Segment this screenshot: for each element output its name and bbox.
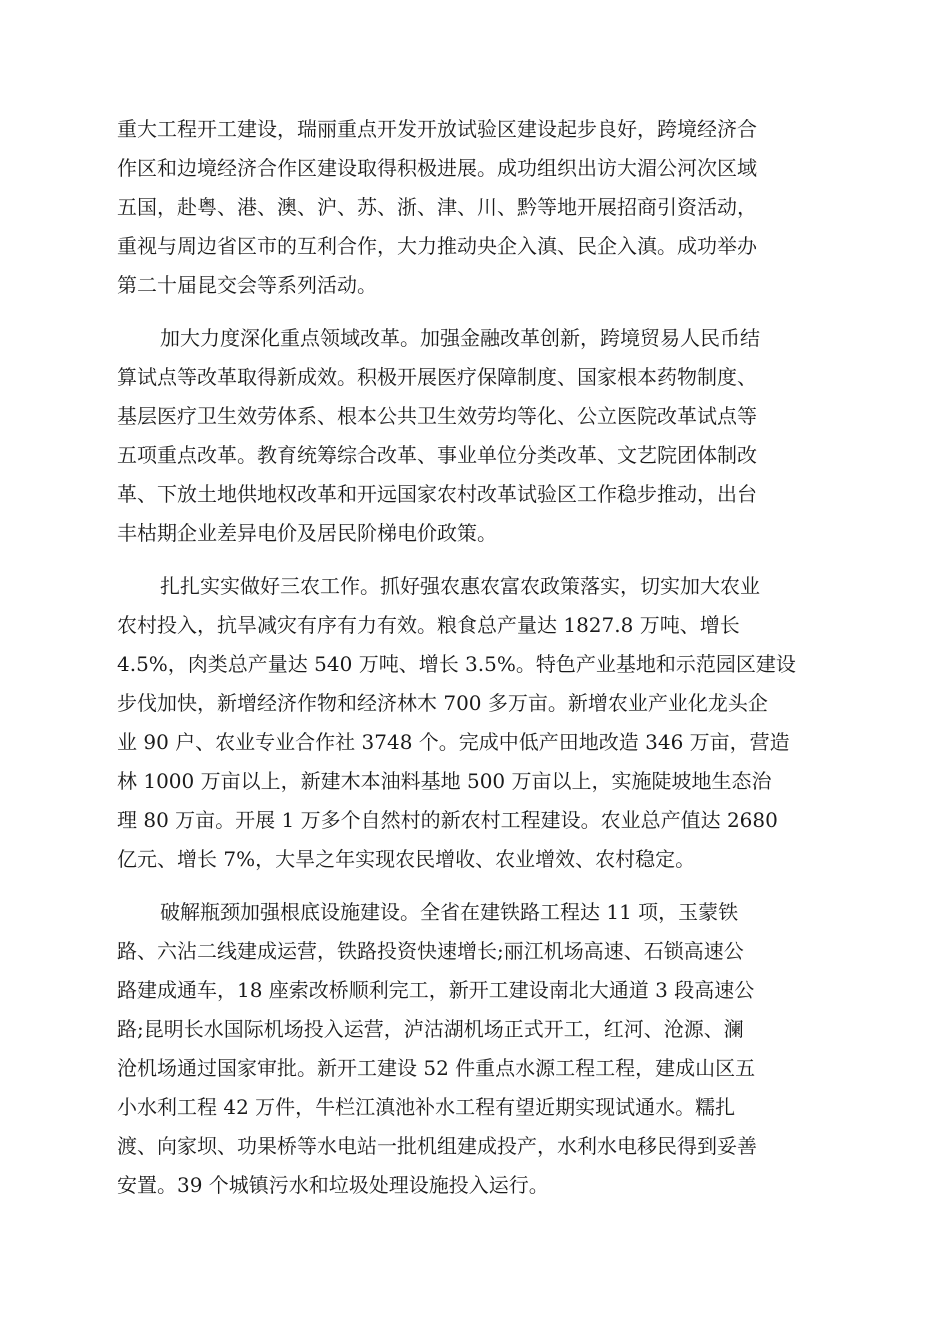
text-line: 作区和边境经济合作区建设取得积极进展。成功组织出访大湄公河次区域 xyxy=(117,156,757,180)
text-line: 第二十届昆交会等系列活动。 xyxy=(117,273,377,297)
text-line: 路建成通车，18 座索改桥顺利完工，新开工建设南北大通道 3 段高速公 xyxy=(117,978,755,1002)
text-line: 重大工程开工建设，瑞丽重点开发开放试验区建设起步良好，跨境经济合 xyxy=(117,117,757,141)
text-line: 4.5%，肉类总产量达 540 万吨、增长 3.5%。特色产业基地和示范园区建设 xyxy=(117,652,796,676)
text-line: 五国，赴粤、港、澳、沪、苏、浙、津、川、黔等地开展招商引资活动， xyxy=(117,195,757,219)
text-line: 路、六沾二线建成运营，铁路投资快速增长;丽江机场高速、石锁高速公 xyxy=(117,939,744,963)
text-line: 渡、向家坝、功果桥等水电站一批机组建成投产，水利水电移民得到妥善 xyxy=(117,1134,757,1158)
text-line: 沧机场通过国家审批。新开工建设 52 件重点水源工程工程，建成山区五 xyxy=(117,1056,756,1080)
text-line: 基层医疗卫生效劳体系、根本公共卫生效劳均等化、公立医院改革试点等 xyxy=(117,404,757,428)
text-line: 理 80 万亩。开展 1 万多个自然村的新农村工程建设。农业总产值达 2680 xyxy=(117,808,778,832)
text-line: 业 90 户、农业专业合作社 3748 个。完成中低产田地改造 346 万亩，营造 xyxy=(117,730,790,754)
text-line: 扎扎实实做好三农工作。抓好强农惠农富农政策落实，切实加大农业 xyxy=(160,574,760,598)
text-line: 丰枯期企业差异电价及居民阶梯电价政策。 xyxy=(117,521,497,545)
text-line: 五项重点改革。教育统筹综合改革、事业单位分类改革、文艺院团体制改 xyxy=(117,443,757,467)
text-line: 亿元、增长 7%，大旱之年实现农民增收、农业增效、农村稳定。 xyxy=(117,847,696,871)
text-line: 林 1000 万亩以上，新建木本油料基地 500 万亩以上，实施陡坡地生态治 xyxy=(117,769,772,793)
text-line: 重视与周边省区市的互利合作，大力推动央企入滇、民企入滇。成功举办 xyxy=(117,234,757,258)
text-line: 算试点等改革取得新成效。积极开展医疗保障制度、国家根本药物制度、 xyxy=(117,365,757,389)
text-line: 农村投入，抗旱减灾有序有力有效。粮食总产量达 1827.8 万吨、增长 xyxy=(117,613,740,637)
text-line: 步伐加快，新增经济作物和经济林木 700 多万亩。新增农业产业化龙头企 xyxy=(117,691,768,715)
text-line: 革、下放土地供地权改革和开远国家农村改革试验区工作稳步推动，出台 xyxy=(117,482,757,506)
text-line: 路;昆明长水国际机场投入运营，泸沽湖机场正式开工，红河、沧源、澜 xyxy=(117,1017,744,1041)
text-line: 加大力度深化重点领域改革。加强金融改革创新，跨境贸易人民币结 xyxy=(160,326,760,350)
text-line: 小水利工程 42 万件，牛栏江滇池补水工程有望近期实现试通水。糯扎 xyxy=(117,1095,736,1119)
text-line: 安置。39 个城镇污水和垃圾处理设施投入运行。 xyxy=(117,1173,549,1197)
text-line: 破解瓶颈加强根底设施建设。全省在建铁路工程达 11 项，玉蒙铁 xyxy=(160,900,739,924)
